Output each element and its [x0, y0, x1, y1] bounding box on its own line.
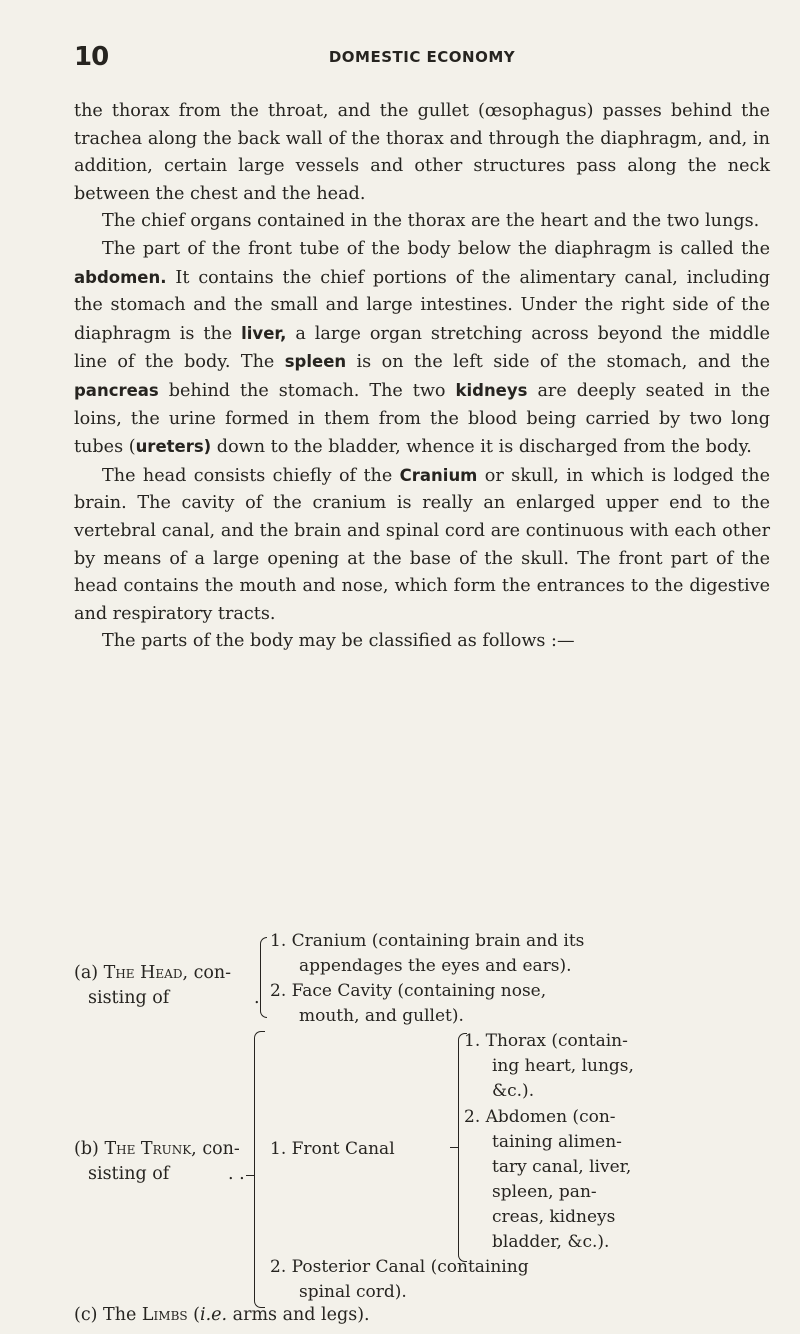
- label-text: arms and legs).: [227, 1305, 370, 1325]
- item-line: spinal cord).: [299, 1282, 407, 1302]
- running-head: DOMESTIC ECONOMY: [328, 48, 516, 66]
- paragraph-2: The chief organs contained in the thorax are the heart and the two lungs.: [102, 211, 760, 232]
- head-item-face: [270, 979, 546, 1004]
- label-ie: i.e.: [200, 1305, 228, 1325]
- sub-line: ing heart, lungs,: [492, 1056, 634, 1076]
- label-tail: con-: [196, 1139, 240, 1159]
- sub-abdomen-line5: [492, 1205, 615, 1230]
- trunk-brace-point: [246, 1175, 254, 1176]
- term-cranium: Cranium: [399, 465, 478, 485]
- text-run: The part of the front tube of the body below the diaphragm is called the: [102, 238, 770, 259]
- term-spleen: spleen: [284, 352, 347, 372]
- text-run: It contains the chief portions of the alimentary canal, including the stomach and the small and large intestines. Under the right side of the diaphragm is the: [74, 267, 770, 344]
- trunk-label: [74, 1137, 240, 1162]
- head-label-line2: [88, 986, 260, 1011]
- item-line: 2. Posterior Canal (containing: [270, 1257, 529, 1277]
- head-label: [74, 961, 231, 986]
- leader-dots: . .: [228, 1164, 245, 1184]
- front-canal-label: [270, 1137, 395, 1162]
- posterior-canal-line2: [299, 1280, 407, 1305]
- sub-line: bladder, &c.).: [492, 1232, 610, 1252]
- item-line: 2. Face Cavity (containing nose,: [270, 981, 547, 1001]
- item-line: 1. Front Canal: [270, 1139, 395, 1159]
- label-tail: sisting of: [88, 988, 170, 1008]
- trunk-brace-bottom: [254, 1175, 265, 1308]
- limbs-label: [74, 1303, 370, 1328]
- label-tail: con-: [188, 963, 232, 983]
- paragraph-4: [74, 462, 770, 629]
- sub-thorax-line3: [492, 1079, 534, 1104]
- text-run: a large organ stretching across beyond the middle line of the body. The: [74, 323, 770, 373]
- page-header: [74, 42, 770, 76]
- sub-line: creas, kidneys: [492, 1207, 616, 1227]
- sub-line: taining alimen-: [492, 1132, 622, 1152]
- label-text: The: [103, 1305, 142, 1325]
- head-item-cranium-line2: [299, 954, 572, 979]
- term-liver: liver,: [241, 323, 287, 343]
- head-brace-bottom: [260, 977, 267, 1018]
- sub-abdomen: [464, 1105, 616, 1130]
- label-tail: sisting of: [88, 1164, 170, 1184]
- sub-line: tary canal, liver,: [492, 1157, 632, 1177]
- sub-abdomen-line3: [492, 1155, 631, 1180]
- sub-thorax-line2: [492, 1054, 634, 1079]
- trunk-label-line2: [88, 1162, 245, 1187]
- term-abdomen: abdomen.: [74, 267, 167, 287]
- text-run: behind the stomach. The two: [158, 380, 456, 401]
- item-line: appendages the eyes and ears).: [299, 956, 572, 976]
- posterior-canal: [270, 1255, 529, 1280]
- trunk-brace-top: [254, 1031, 265, 1176]
- sub-line: 2. Abdomen (con-: [464, 1107, 616, 1127]
- front-canal-brace-point: [450, 1147, 458, 1148]
- text-run: or skull, in which is lodged the brain. The cavity of the cranium is really an enlarged upper end to the vertebral canal, and the brain and spinal cord are continuous with each other by means of a large opening at the base of the skull. The front part of the head contains the mouth and nose, which form the entrances to the digestive and respiratory tracts.: [74, 465, 770, 624]
- label-title: The Trunk,: [104, 1139, 197, 1159]
- sub-abdomen-line2: [492, 1130, 622, 1155]
- label-marker: (c): [74, 1305, 98, 1325]
- sub-line: spleen, pan-: [492, 1182, 597, 1202]
- paragraph-5: The parts of the body may be classified as follows :—: [102, 631, 575, 652]
- body-text: [74, 98, 770, 656]
- page-number: 10: [74, 42, 109, 72]
- text-run: is on the left side of the stomach, and the: [346, 352, 770, 373]
- text-run: The head consists chiefly of the: [102, 465, 400, 486]
- head-item-cranium: [270, 929, 584, 954]
- front-canal-brace-bottom: [458, 1147, 467, 1262]
- label-title: The Head,: [103, 963, 189, 983]
- paragraph-1: the thorax from the throat, and the gullet (œsophagus) passes behind the trachea along the back wall of the thorax and through the diaphragm, and, in addition, certain large vessels and other structures pass along the neck between the chest and the head.: [74, 101, 770, 204]
- paragraph-3: [74, 236, 770, 462]
- item-line: 1. Cranium (containing brain and its: [270, 931, 585, 951]
- term-kidneys: kidneys: [455, 380, 528, 400]
- label-text: (: [187, 1305, 200, 1325]
- term-ureters: ureters): [135, 437, 212, 457]
- text-run: are deeply seated in the loins, the urine formed in them from the blood being carried by two long tubes (: [74, 380, 771, 458]
- leader-dot: .: [254, 988, 260, 1008]
- item-line: mouth, and gullet).: [299, 1006, 464, 1026]
- sub-thorax: [464, 1029, 628, 1054]
- sub-line: 1. Thorax (contain-: [464, 1031, 628, 1051]
- label-marker: (b): [74, 1139, 99, 1159]
- label-title: Limbs: [141, 1305, 188, 1325]
- sub-abdomen-line4: [492, 1180, 597, 1205]
- label-marker: (a): [74, 963, 99, 983]
- term-pancreas: pancreas: [74, 380, 159, 400]
- sub-line: &c.).: [492, 1081, 535, 1101]
- classification-table: [74, 925, 774, 1325]
- head-brace-top: [260, 937, 267, 978]
- head-item-face-line2: [299, 1004, 464, 1029]
- sub-abdomen-line6: [492, 1230, 609, 1255]
- text-run: down to the bladder, whence it is discharged from the body.: [211, 437, 752, 458]
